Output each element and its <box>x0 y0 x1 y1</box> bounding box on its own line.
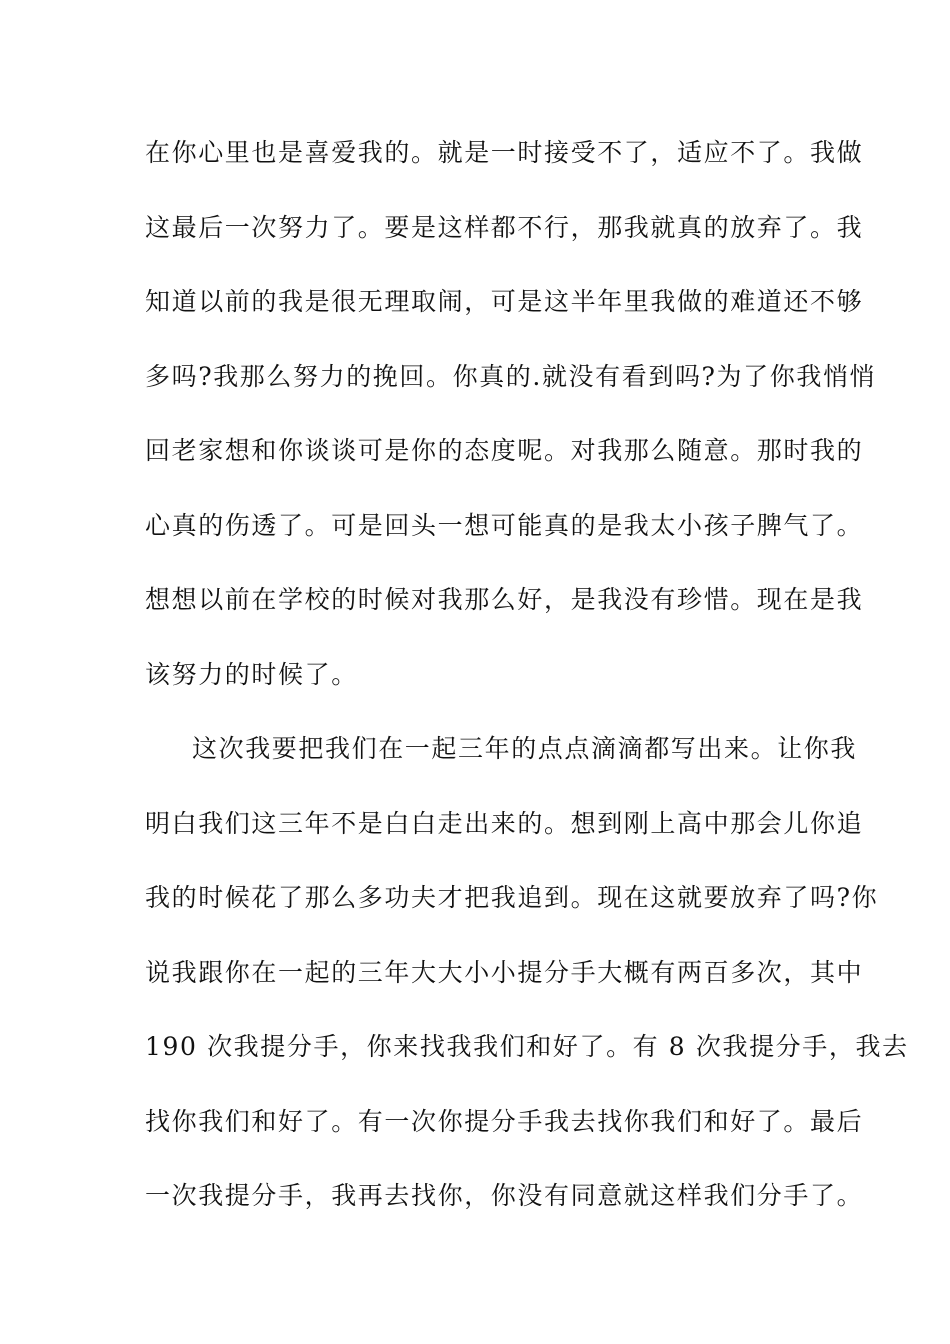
text-line: 找你我们和好了。有一次你提分手我去找你我们和好了。最后 <box>145 1106 864 1136</box>
text-line: 该努力的时候了。 <box>145 659 358 689</box>
paragraph-first-line: 这次我要把我们在一起三年的点点滴滴都写出来。让你我 <box>192 734 858 763</box>
text-line: 我的时候花了那么多功夫才把我追到。现在这就要放弃了吗?你 <box>145 883 879 912</box>
text-line: 在你心里也是喜爱我的。就是一时接受不了，适应不了。我做 <box>145 138 864 167</box>
document-body <box>145 130 909 1248</box>
text-line: 说我跟你在一起的三年大大小小提分手大概有两百多次，其中 <box>145 957 864 987</box>
text-line: 这最后一次努力了。要是这样都不行，那我就真的放弃了。我 <box>145 212 864 242</box>
text-line: 一次我提分手，我再去找你，你没有同意就这样我们分手了。 <box>145 1181 864 1210</box>
text-line: 知道以前的我是很无理取闹，可是这半年里我做的难道还不够 <box>145 287 864 316</box>
text-line: 190 次我提分手，你来找我我们和好了。有 8 次我提分手，我去 <box>145 1032 909 1061</box>
text-line: 心真的伤透了。可是回头一想可能真的是我太小孩子脾气了。 <box>145 510 864 540</box>
text-line: 想想以前在学校的时候对我那么好，是我没有珍惜。现在是我 <box>145 585 864 614</box>
text-line: 明白我们这三年不是白白走出来的。想到刚上高中那会儿你追 <box>145 808 864 838</box>
text-line: 多吗?我那么努力的挽回。你真的.就没有看到吗?为了你我悄悄 <box>145 361 877 391</box>
text-line: 回老家想和你谈谈可是你的态度呢。对我那么随意。那时我的 <box>145 436 864 465</box>
